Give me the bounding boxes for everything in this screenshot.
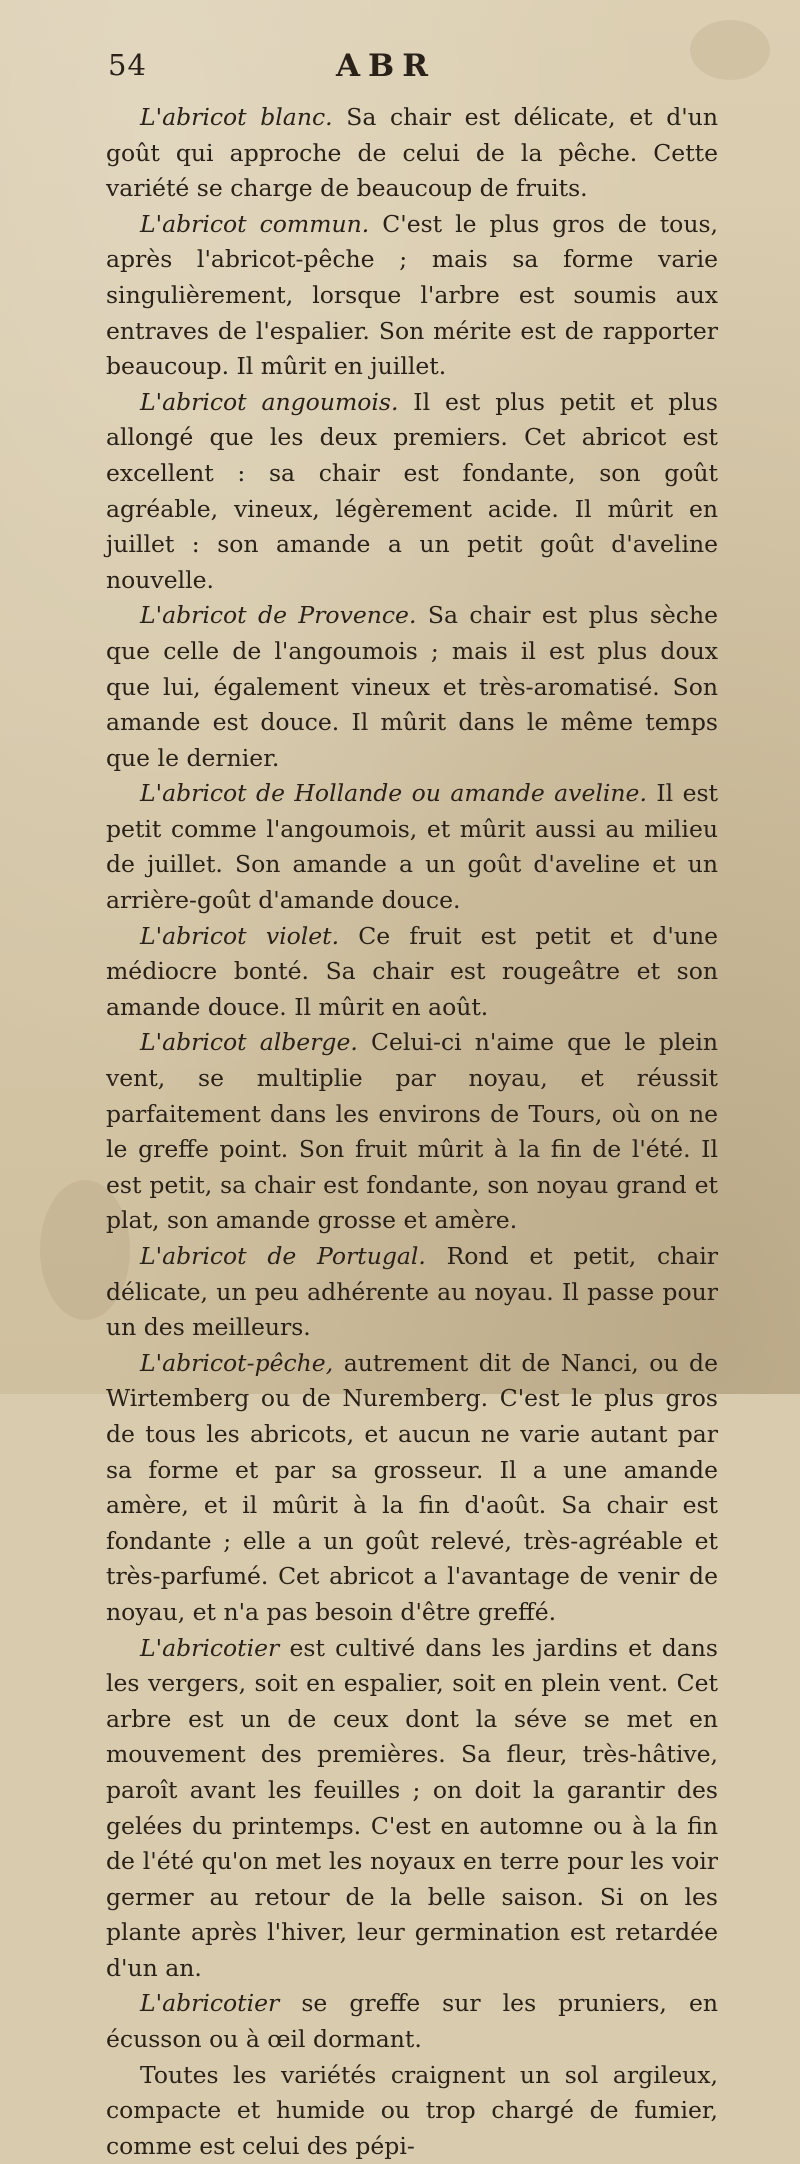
body-text [106, 100, 718, 2164]
paragraph-term: L'abricot-pêche, [140, 1348, 334, 1377]
paragraph-term: L'abricot violet. [140, 921, 340, 950]
paragraph-term: L'abricotier [140, 1989, 280, 2018]
paragraph [106, 1631, 718, 1987]
paragraph [106, 1239, 718, 1346]
paragraph [106, 1025, 718, 1239]
paragraph [106, 1346, 718, 1631]
paragraph-text: Ce fruit est petit et d'une médiocre bonté. Sa chair est rougeâtre et son amande douce. Il mûrit en août. [106, 921, 719, 1021]
paragraph-text: Il est petit comme l'angoumois, et mûrit aussi au milieu de juillet. Son amande a un goût d'aveline et un arrière-goût d'amande douce. [106, 779, 718, 915]
paragraph [106, 207, 718, 385]
paragraph [106, 2058, 718, 2164]
paragraph-text: Celui-ci n'aime que le plein vent, se multiplie par noyau, et réussit parfaitement dans les environs de Tours, où on ne le greffe point. Son fruit mûrit à la fin de l'été. Il est petit, sa chair est fondante, son noyau grand et plat, son amande grosse et amère. [106, 1028, 718, 1235]
paragraph-term: L'abricot de Portugal. [140, 1242, 426, 1270]
paragraph [106, 919, 718, 1026]
paragraph-text: Il est plus petit et plus allongé que les deux premiers. Cet abricot est excellent : sa chair est fondante, son goût agréable, vineux, légèrement acide. Il mûrit en juillet : son amande a un petit goût d'aveline nouvelle. [106, 387, 718, 594]
paragraph-term: L'abricotier [140, 1633, 280, 1662]
paragraph-term: L'abricot angoumois. [140, 387, 399, 416]
paragraph-text: se greffe sur les pruniers, en écusson ou à œil dormant. [106, 1989, 718, 2054]
running-head: ABR [336, 48, 437, 84]
paragraph [106, 100, 718, 207]
paragraph [106, 776, 718, 918]
paragraph [106, 1986, 718, 2057]
paragraph-text: Sa chair est délicate, et d'un goût qui approche de celui de la pêche. Cette variété se charge de beaucoup de fruits. [106, 103, 718, 203]
paragraph-text: Rond et petit, chair délicate, un peu adhérente au noyau. Il passe pour un des meilleurs. [106, 1242, 718, 1342]
paragraph-term: L'abricot blanc. [140, 103, 333, 131]
paragraph [106, 385, 718, 599]
paragraph-text: est cultivé dans les jardins et dans les vergers, soit en espalier, soit en plein vent. Cet arbre est un de ceux dont la séve se met en mouvement des premières. Sa fleur, très-hâtive, paroît avant les feuilles ; on doit la garantir des gelées du printemps. C'est en automne ou à la fin de l'été qu'on met les noyaux en terre pour les voir germer au retour de la belle saison. Si on les plante après l'hiver, leur germination est retardée d'un an. [106, 1633, 718, 1982]
page-number: 54 [108, 48, 147, 82]
paragraph-term: L'abricot de Hollande ou amande aveline. [140, 779, 647, 808]
page-header [108, 48, 708, 88]
paragraph-text: autrement dit de Nanci, ou de Wirtemberg ou de Nuremberg. C'est le plus gros de tous les abricots, et aucun ne varie autant par sa forme et par sa grosseur. Il a une amande amère, et il mûrit à la fin d'août. Sa chair est fondante ; elle a un goût relevé, très-agréable et très-parfumé. Cet abricot a l'avantage de venir de noyau, et n'a pas besoin d'être greffé. [106, 1348, 718, 1626]
paragraph [106, 598, 718, 776]
paragraph-term: L'abricot alberge. [140, 1028, 358, 1057]
paragraph-term: L'abricot commun. [140, 209, 370, 238]
paragraph-text: Toutes les variétés craignent un sol argileux, compacte et humide ou trop chargé de fumier, comme est celui des pépi- [106, 2060, 718, 2160]
paragraph-text: C'est le plus gros de tous, après l'abricot-pêche ; mais sa forme varie singulièrement, lorsque l'arbre est soumis aux entraves de l'espalier. Son mérite est de rapporter beaucoup. Il mûrit en juillet. [106, 209, 718, 381]
paragraph-term: L'abricot de Provence. [140, 601, 417, 630]
paragraph-text: Sa chair est plus sèche que celle de l'angoumois ; mais il est plus doux que lui, également vineux et très-aromatisé. Son amande est douce. Il mûrit dans le même temps que le dernier. [106, 601, 718, 772]
